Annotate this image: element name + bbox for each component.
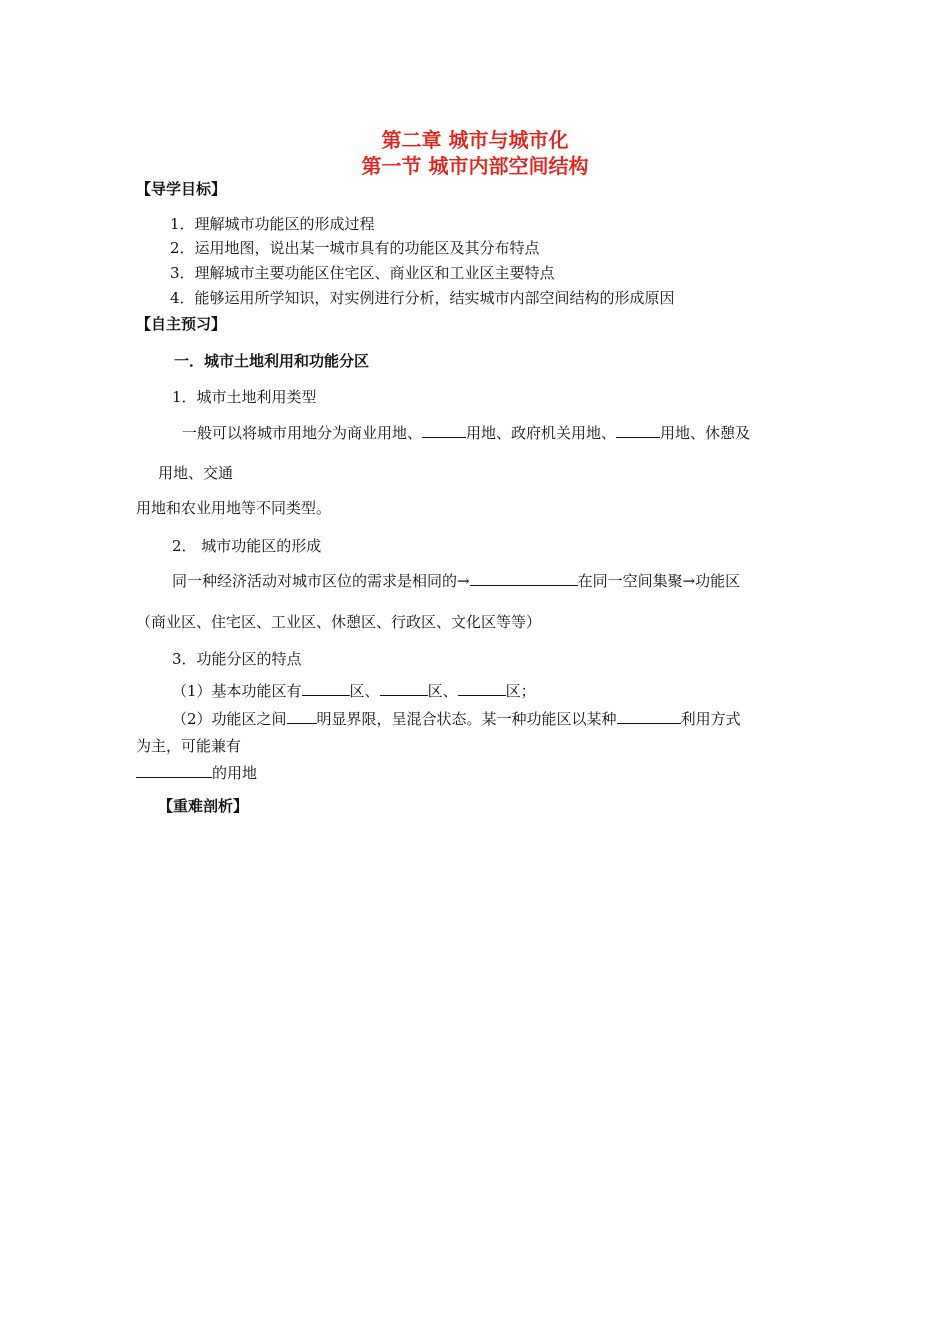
q1-line3: 用地和农业用地等不同类型。 xyxy=(136,499,332,517)
q3-item2-line3 xyxy=(136,762,257,783)
q1-line1-b: 用地、政府机关用地、 xyxy=(466,424,617,442)
blank-field[interactable] xyxy=(287,709,317,724)
q3-item2-b: 明显界限，呈混合状态。某一种功能区以某种 xyxy=(316,710,617,728)
q3-item1-c: 区、 xyxy=(427,682,458,700)
blank-field[interactable] xyxy=(616,423,660,438)
analysis-heading: 【重难剖析】 xyxy=(158,797,249,815)
q3-item2-line2: 为主，可能兼有 xyxy=(136,737,242,755)
guide-heading: 【导学目标】 xyxy=(136,180,227,198)
q2-label: 2． 城市功能区的形成 xyxy=(172,537,322,555)
part1-heading: 一．城市土地利用和功能分区 xyxy=(174,352,370,370)
guide-item: 4．能够运用所学知识，对实例进行分析，结实城市内部空间结构的形成原因 xyxy=(170,289,675,307)
q3-item1-a: （1）基本功能区有 xyxy=(172,682,302,700)
q1-label: 1．城市土地利用类型 xyxy=(172,388,317,406)
q1-line1-a: 一般可以将城市用地分为商业用地、 xyxy=(182,424,423,442)
chapter-title: 第二章 城市与城市化 xyxy=(381,128,569,152)
preview-heading: 【自主预习】 xyxy=(136,315,227,333)
q1-line2: 用地、交通 xyxy=(158,464,234,482)
q3-item2-c: 利用方式 xyxy=(680,710,741,728)
q3-item2 xyxy=(172,708,741,729)
blank-field[interactable] xyxy=(617,709,681,724)
q2-line1-b: 在同一空间集聚→功能区 xyxy=(577,572,741,590)
q2-line2: （商业区、住宅区、工业区、休憩区、行政区、文化区等等） xyxy=(136,613,542,631)
blank-field[interactable] xyxy=(136,763,212,778)
q3-item1-b: 区、 xyxy=(349,682,380,700)
blank-field[interactable] xyxy=(380,681,428,696)
q1-line1-c: 用地、休憩及 xyxy=(660,424,751,442)
q3-item2-a: （2）功能区之间 xyxy=(172,710,287,728)
q3-item1 xyxy=(172,680,536,701)
blank-field[interactable] xyxy=(458,681,506,696)
q3-item1-d: 区； xyxy=(505,682,536,700)
q1-line1 xyxy=(182,422,750,443)
section-title: 第一节 城市内部空间结构 xyxy=(361,154,589,178)
q3-label: 3．功能分区的特点 xyxy=(172,650,302,668)
guide-item: 2．运用地图，说出某一城市具有的功能区及其分布特点 xyxy=(170,239,540,257)
q2-line1-a: 同一种经济活动对城市区位的需求是相同的→ xyxy=(172,572,470,590)
blank-field[interactable] xyxy=(422,423,466,438)
blank-field[interactable] xyxy=(302,681,350,696)
q3-item2-line3-text: 的用地 xyxy=(212,764,258,782)
blank-field[interactable] xyxy=(470,571,578,586)
guide-item: 3．理解城市主要功能区住宅区、商业区和工业区主要特点 xyxy=(170,264,555,282)
guide-item: 1．理解城市功能区的形成过程 xyxy=(170,215,375,233)
q2-line1 xyxy=(172,570,740,591)
